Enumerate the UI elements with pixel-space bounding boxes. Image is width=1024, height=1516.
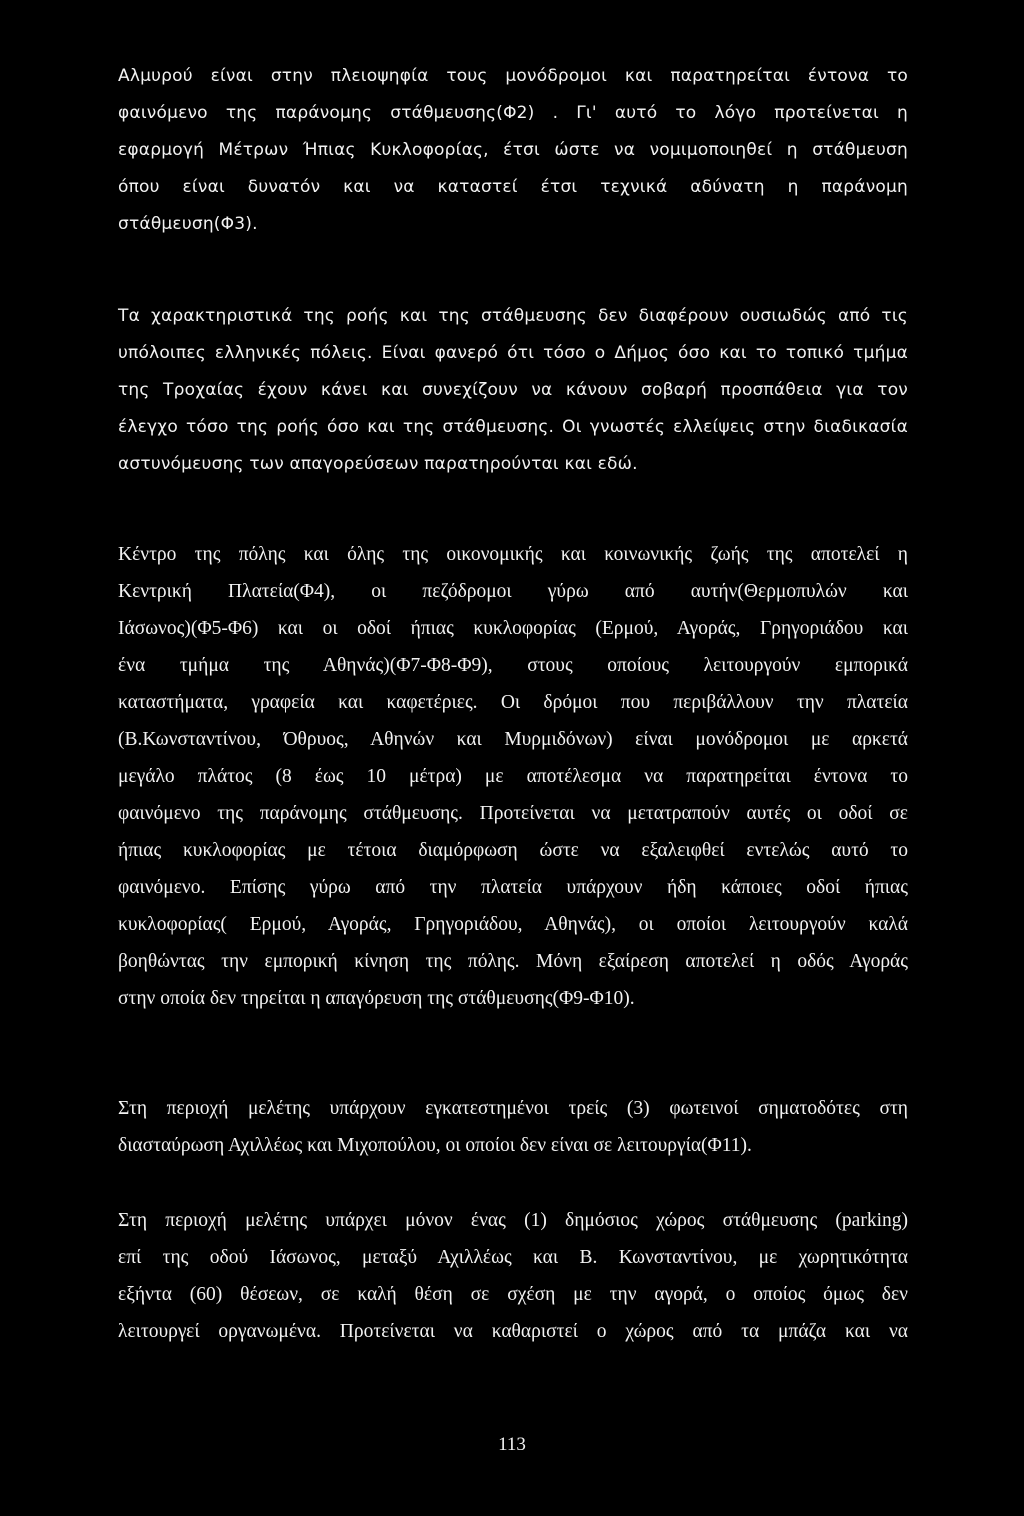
text-line: ήπιας κυκλοφορίας με τέτοια διαμόρφωση ώστε να εξαλειφθεί εντελώς αυτό το [118, 840, 908, 861]
paragraph-3 [118, 536, 908, 1017]
text-line: Ιάσωνος)(Φ5-Φ6) και οι οδοί ήπιας κυκλοφορίας (Ερμού, Αγοράς, Γρηγοριάδου και [118, 618, 908, 639]
text-line: όπου είναι δυνατόν και να καταστεί έτσι τεχνικά αδύνατη η παράνομη [118, 177, 908, 197]
text-line: διασταύρωση Αχιλλέως και Μιχοπούλου, οι οποίοι δεν είναι σε λειτουργία(Φ11). [118, 1135, 752, 1156]
paragraph-5 [118, 1202, 908, 1350]
text-line: Αλμυρού είναι στην πλειοψηφία τους μονόδρομοι και παρατηρείται έντονα το [118, 66, 908, 86]
paragraph-1 [118, 58, 908, 243]
text-line: Στη περιοχή μελέτης υπάρχουν εγκατεστημένοι τρείς (3) φωτεινοί σηματοδότες στη [118, 1098, 908, 1119]
text-line: Τα χαρακτηριστικά της ροής και της στάθμευσης δεν διαφέρουν ουσιωδώς από τις [118, 306, 908, 326]
text-line: (Β.Κωνσταντίνου, Όθρυος, Αθηνών και Μυρμιδόνων) είναι μονόδρομοι με αρκετά [118, 729, 908, 750]
text-line: κυκλοφορίας( Ερμού, Αγοράς, Γρηγοριάδου, Αθηνάς), οι οποίοι λειτουργούν καλά [118, 914, 908, 935]
text-line: εξήντα (60) θέσεων, σε καλή θέση σε σχέση με την αγορά, ο οποίος όμως δεν [118, 1284, 908, 1305]
text-line: φαινόμενο της παράνομης στάθμευσης(Φ2) . Γι' αυτό το λόγο προτείνεται η [118, 103, 908, 123]
text-line: επί της οδού Ιάσωνος, μεταξύ Αχιλλέως και Β. Κωνσταντίνου, με χωρητικότητα [118, 1247, 908, 1268]
text-line: αστυνόμευσης των απαγορεύσεων παρατηρούνται και εδώ. [118, 454, 638, 474]
text-line: λειτουργεί οργανωμένα. Προτείνεται να καθαριστεί ο χώρος από τα μπάζα και να [118, 1321, 908, 1342]
text-line: Στη περιοχή μελέτης υπάρχει μόνον ένας (1) δημόσιος χώρος στάθμευσης (parking) [118, 1210, 908, 1231]
text-line: στην οποία δεν τηρείται η απαγόρευση της στάθμευσης(Φ9-Φ10). [118, 988, 635, 1009]
text-line: Κεντρική Πλατεία(Φ4), οι πεζόδρομοι γύρω από αυτήν(Θερμοπυλών και [118, 581, 908, 602]
text-line: φαινόμενο της παράνομης στάθμευσης. Προτείνεται να μετατραπούν αυτές οι οδοί σε [118, 803, 908, 824]
text-line: Κέντρο της πόλης και όλης της οικονομικής και κοινωνικής ζωής της αποτελεί η [118, 544, 908, 565]
text-line: της Τροχαίας έχουν κάνει και συνεχίζουν να κάνουν σοβαρή προσπάθεια για τον [118, 380, 908, 400]
page-number: 113 [498, 1434, 526, 1455]
text-line: καταστήματα, γραφεία και καφετέριες. Οι δρόμοι που περιβάλλουν την πλατεία [118, 692, 908, 713]
text-line: φαινόμενο. Επίσης γύρω από την πλατεία υπάρχουν ήδη κάποιες οδοί ήπιας [118, 877, 908, 898]
text-line: μεγάλο πλάτος (8 έως 10 μέτρα) με αποτέλεσμα να παρατηρείται έντονα το [118, 766, 908, 787]
paragraph-2 [118, 298, 908, 483]
text-line: εφαρμογή Μέτρων Ήπιας Κυκλοφορίας, έτσι ώστε να νομιμοποιηθεί η στάθμευση [118, 140, 908, 160]
text-line: στάθμευση(Φ3). [118, 214, 258, 234]
paragraph-4 [118, 1090, 908, 1164]
text-line: υπόλοιπες ελληνικές πόλεις. Είναι φανερό ότι τόσο ο Δήμος όσο και το τοπικό τμήμα [118, 343, 908, 363]
text-line: ένα τμήμα της Αθηνάς)(Φ7-Φ8-Φ9), στους οποίους λειτουργούν εμπορικά [118, 655, 908, 676]
text-line: έλεγχο τόσο της ροής όσο και της στάθμευσης. Οι γνωστές ελλείψεις στην διαδικασία [118, 417, 908, 437]
text-line: βοηθώντας την εμπορική κίνηση της πόλης. Μόνη εξαίρεση αποτελεί η οδός Αγοράς [118, 951, 908, 972]
